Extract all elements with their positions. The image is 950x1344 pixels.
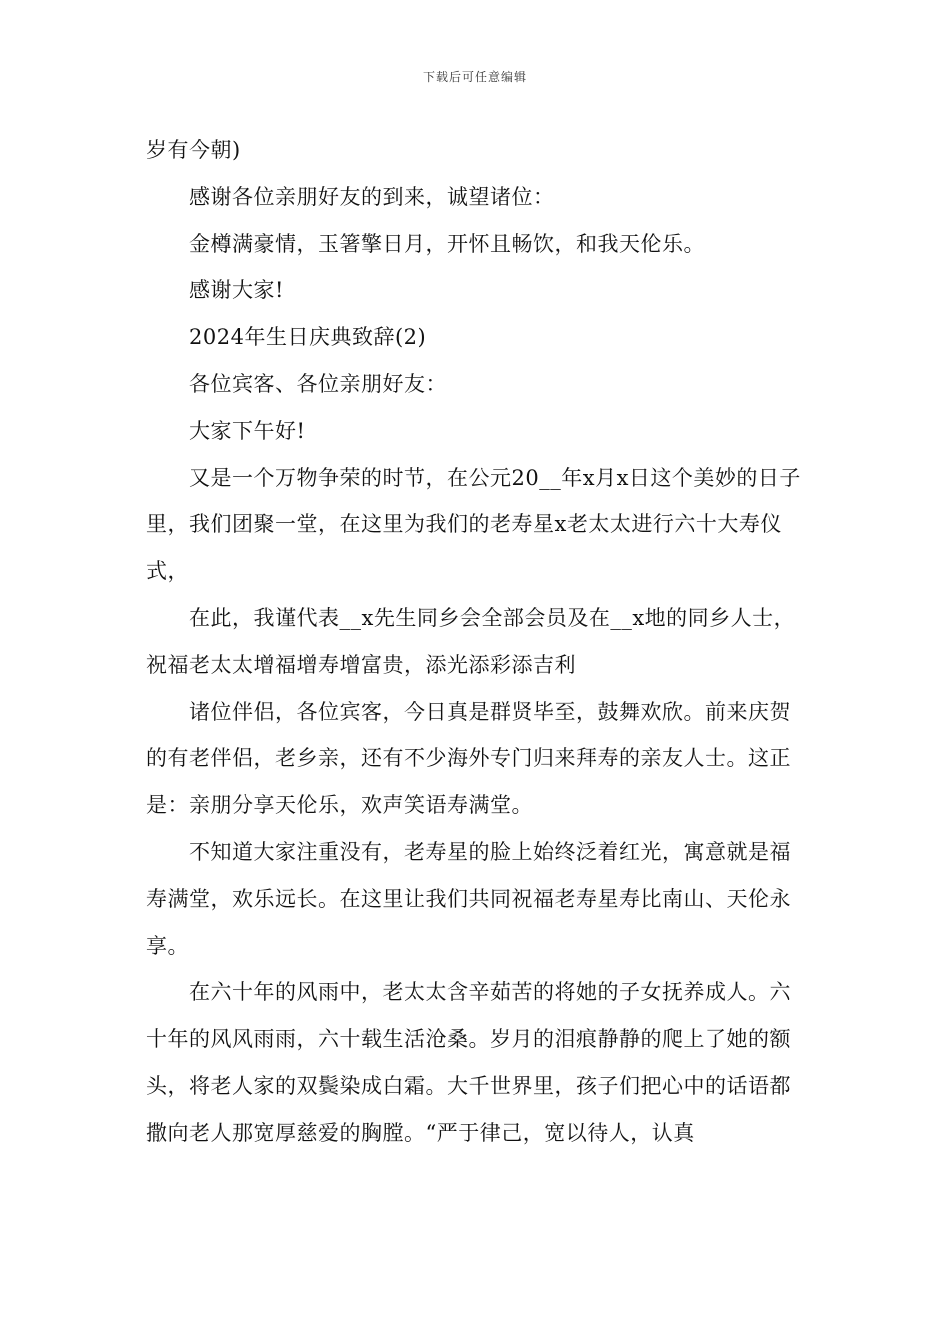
greeting: 大家下午好! bbox=[189, 418, 306, 443]
paragraph: 金樽满豪情，玉箸擎日月，开怀且畅饮，和我天伦乐。 bbox=[189, 231, 705, 256]
section-title: 2024年生日庆典致辞(2) bbox=[189, 325, 427, 350]
paragraph: 感谢各位亲朋好友的到来，诚望诸位： bbox=[189, 184, 555, 209]
paragraph: 不知道大家注重没有，老寿星的脸上始终泛着红光，寓意就是福寿满堂，欢乐远长。在这里让我们共同祝福老寿星寿比南山、天伦永享。 bbox=[146, 839, 791, 958]
paragraph: 诸位伴侣，各位宾客，今日真是群贤毕至，鼓舞欢欣。前来庆贺的有老伴侣，老乡亲，还有不少海外专门归来拜寿的亲友人士。这正是：亲朋分享天伦乐，欢声笑语寿满堂。 bbox=[146, 699, 791, 818]
salutation: 各位宾客、各位亲朋好友： bbox=[189, 371, 447, 396]
document-body bbox=[146, 127, 806, 1157]
paragraph: 在六十年的风雨中，老太太含辛茹苦的将她的子女抚养成人。六十年的风风雨雨，六十载生活沧桑。岁月的泪痕静静的爬上了她的额头，将老人家的双鬓染成白霜。大千世界里，孩子们把心中的话语都撒向老人那宽厚慈爱的胸膛。“严于律己，宽以待人，认真 bbox=[146, 980, 791, 1145]
paragraph: 又是一个万物争荣的时节，在公元20__年x月x日这个美妙的日子里，我们团聚一堂，在这里为我们的老寿星x老太太进行六十大寿仪式， bbox=[146, 465, 801, 584]
page-header: 下载后可任意编辑 bbox=[422, 70, 527, 84]
paragraph: 感谢大家! bbox=[189, 278, 284, 303]
paragraph: 岁有今朝) bbox=[146, 138, 241, 162]
paragraph: 在此，我谨代表__x先生同乡会全部会员及在__x地的同乡人士，祝福老太太增福增寿增富贵，添光添彩添吉利 bbox=[146, 605, 796, 677]
